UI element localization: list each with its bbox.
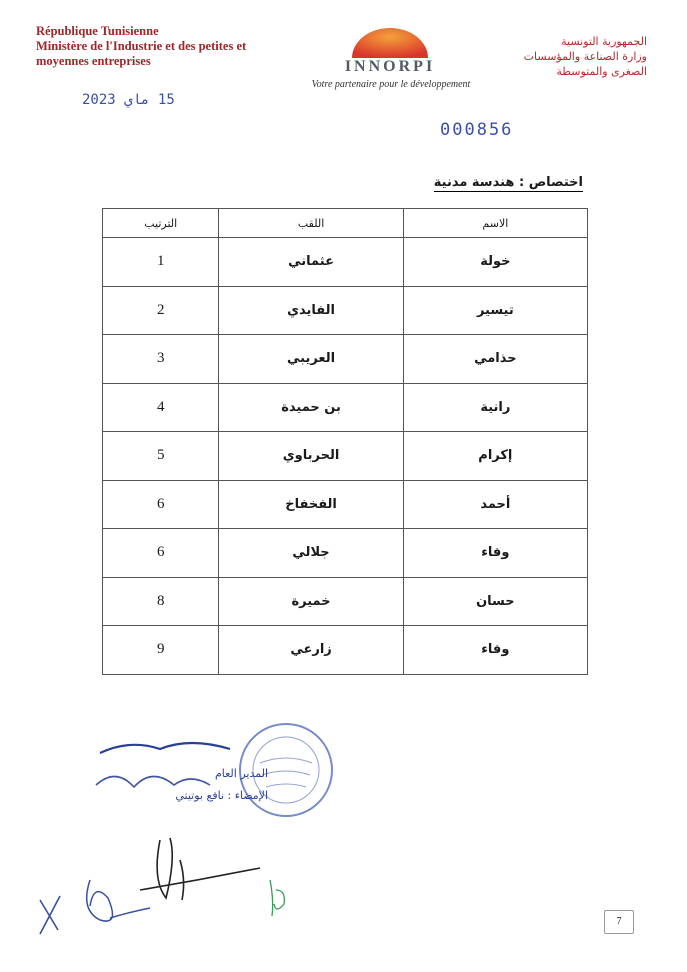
logo-slogan: Votre partenaire pour le développement [311,79,471,90]
specialty-label: اختصاص [528,175,583,190]
cell-name: تيسير [403,286,587,335]
cell-rank: 9 [103,626,219,675]
date-stamp [82,92,175,108]
specialty-value: هندسة مدنية [433,175,515,190]
specialty-separator: : [518,175,525,190]
table-row [103,577,588,626]
date-day: 15 [157,92,175,108]
cell-name: حذامي [403,335,587,384]
table-row [103,335,588,384]
table-row [103,529,588,578]
cell-surname: جلالي [219,529,403,578]
table-row [103,480,588,529]
cell-rank: 6 [103,480,219,529]
signature-signer: الإمضاء : نافع بوتيتي [175,789,268,802]
table-row [103,286,588,335]
cell-surname: الفايدي [219,286,403,335]
cell-rank: 4 [103,383,219,432]
cell-surname: بن حميدة [219,383,403,432]
header-french-block [36,24,276,69]
header-surname: اللقب [219,209,403,238]
cell-surname: الحرباوي [219,432,403,481]
cell-surname: العريبي [219,335,403,384]
cell-name: وفاء [403,529,587,578]
header-french-line: moyennes entreprises [36,54,151,68]
cell-name: وفاء [403,626,587,675]
header-french-line: République Tunisienne [36,24,159,38]
cell-rank: 3 [103,335,219,384]
innorpi-logo [290,24,490,99]
table-body [103,238,588,675]
cell-name: حسان [403,577,587,626]
signature-title: المدير العام [214,767,268,780]
cell-name: إكرام [403,432,587,481]
cell-surname: زارعي [219,626,403,675]
signature-scribbles-icon [30,820,350,950]
date-month: ماي [124,92,150,108]
header-arabic-line: الجمهورية التونسية [561,35,647,48]
header-french-line: Ministère de l'Industrie et des petites et [36,39,247,53]
cell-surname: عثماني [219,238,403,287]
cell-rank: 2 [103,286,219,335]
header-name: الاسم [403,209,587,238]
signature-block [90,715,350,825]
ranking-table [102,208,588,675]
specialty-heading [434,175,583,192]
page-number: 7 [604,910,634,934]
header-arabic-line: الصغرى والمتوسطة [556,65,647,78]
cell-name: رانية [403,383,587,432]
table-row [103,626,588,675]
header-arabic-line: وزارة الصناعة والمؤسسات [523,50,647,63]
table-row [103,432,588,481]
table-row [103,238,588,287]
signature-text [98,763,268,807]
logo-wordmark: INNORPI [344,58,436,75]
reference-number: 000856 [440,120,514,140]
cell-rank: 1 [103,238,219,287]
cell-surname: خميرة [219,577,403,626]
date-year: 2023 [82,92,116,108]
handwritten-signatures [30,820,350,950]
cell-surname: الفخفاخ [219,480,403,529]
cell-rank: 6 [103,529,219,578]
cell-name: أحمد [403,480,587,529]
cell-name: خولة [403,238,587,287]
header-rank: الترتيب [103,209,219,238]
cell-rank: 5 [103,432,219,481]
table-header-row [103,209,588,238]
table-row [103,383,588,432]
cell-rank: 8 [103,577,219,626]
header-arabic-block [477,34,647,79]
